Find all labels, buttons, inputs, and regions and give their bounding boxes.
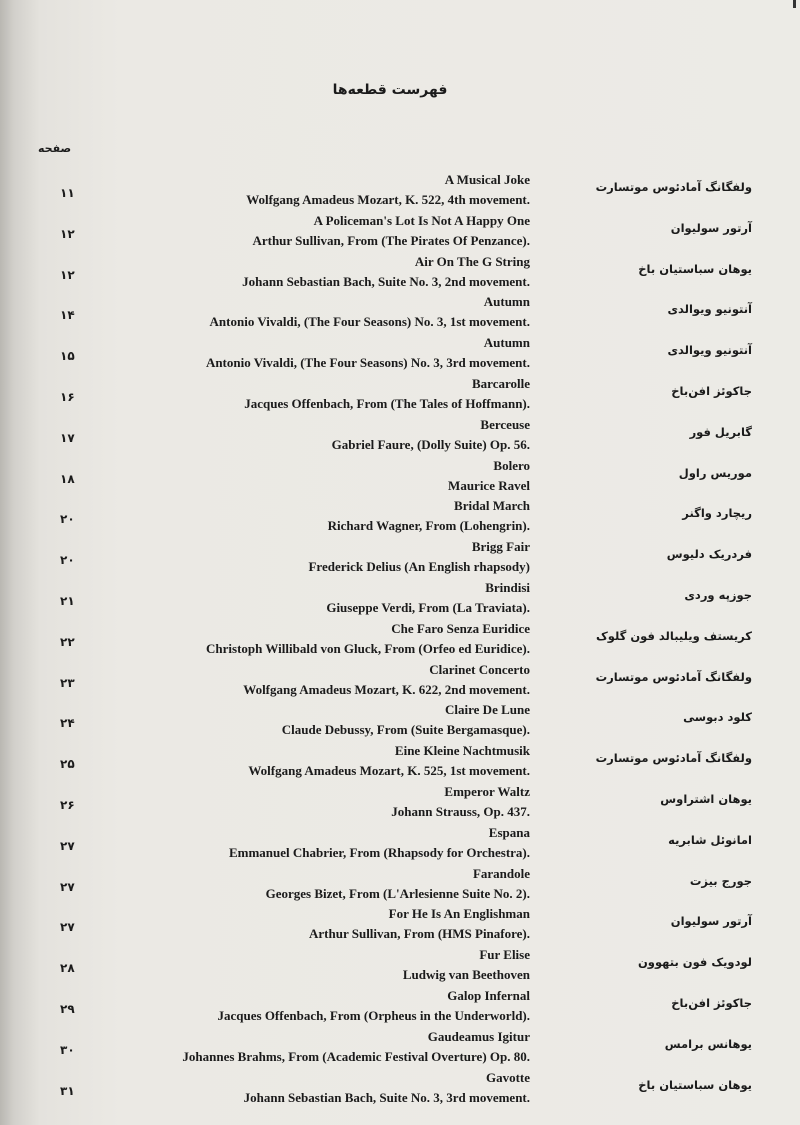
piece-detail: Emmanuel Chabrier, From (Rhapsody for Orchestra). bbox=[228, 844, 530, 860]
piece-detail: Jacques Offenbach, From (Orpheus in the Underworld). bbox=[217, 1008, 530, 1023]
page-number: ۲۷ bbox=[60, 879, 75, 894]
contents-entry bbox=[0, 254, 800, 294]
contents-entry bbox=[0, 213, 800, 253]
composer-name: جاکوئز افن‌باخ bbox=[671, 384, 752, 398]
piece-title: Fur Elise bbox=[479, 947, 530, 963]
piece-detail: Frederick Delius (An English rhapsody) bbox=[308, 559, 530, 575]
page-number: ۱۲ bbox=[60, 226, 75, 241]
piece-detail: Johannes Brahms, From (Academic Festival Overture) Op. 80. bbox=[182, 1048, 530, 1064]
contents-entry bbox=[0, 172, 800, 212]
contents-entry bbox=[0, 580, 800, 620]
piece-detail: Gabriel Faure, (Dolly Suite) Op. 56. bbox=[331, 436, 530, 452]
page-title: فهرست قطعه‌ها bbox=[332, 82, 448, 98]
piece-title: Bridal March bbox=[454, 498, 530, 514]
page-number: ۲۵ bbox=[60, 757, 75, 772]
composer-name: لودویک فون بتهوون bbox=[637, 955, 752, 970]
piece-title: Galop Infernal bbox=[447, 988, 530, 1003]
piece-title: Bolero bbox=[493, 457, 530, 473]
piece-detail: Georges Bizet, From (L'Arlesienne Suite No. 2). bbox=[265, 885, 530, 901]
page-number: ۲۱ bbox=[60, 594, 75, 608]
contents-entry bbox=[0, 621, 800, 661]
piece-detail: Johann Sebastian Bach, Suite No. 3, 3rd movement. bbox=[243, 1089, 530, 1105]
piece-title: Gavotte bbox=[485, 1069, 530, 1085]
contents-entry bbox=[0, 376, 800, 416]
page-number: ۲۰ bbox=[60, 553, 75, 568]
composer-name: آرتور سولیوان bbox=[670, 914, 752, 929]
piece-title: Claire De Lune bbox=[445, 702, 530, 718]
page-number: ۱۵ bbox=[60, 349, 75, 364]
contents-entry bbox=[0, 825, 800, 865]
composer-name: یوهان سباستیان باخ bbox=[638, 261, 752, 276]
page-number: ۳۰ bbox=[60, 1042, 75, 1057]
composer-name: جورج بیزت bbox=[689, 873, 752, 888]
page-number: ۱۸ bbox=[60, 471, 75, 486]
page-column-header: صفحه bbox=[38, 142, 72, 155]
piece-title: A Policeman's Lot Is Not A Happy One bbox=[313, 212, 530, 228]
piece-detail: Johann Strauss, Op. 437. bbox=[391, 804, 530, 819]
composer-name: آنتونیو ویوالدی bbox=[667, 302, 752, 317]
composer-name: فردریک دلیوس bbox=[666, 547, 752, 562]
corner-mark bbox=[793, 0, 796, 8]
page-number: ۱۶ bbox=[60, 390, 75, 404]
page-number: ۲۳ bbox=[60, 675, 75, 690]
piece-detail: Wolfgang Amadeus Mozart, K. 525, 1st movement. bbox=[248, 763, 530, 779]
composer-name: یوهانس برامس bbox=[664, 1036, 752, 1051]
piece-detail: Jacques Offenbach, From (The Tales of Hoffmann). bbox=[244, 396, 530, 411]
page-number: ۳۱ bbox=[60, 1083, 75, 1098]
contents-entry bbox=[0, 866, 800, 906]
piece-title: Barcarolle bbox=[471, 376, 530, 391]
piece-detail: Claude Debussy, From (Suite Bergamasque). bbox=[281, 722, 530, 738]
piece-title: Che Faro Senza Euridice bbox=[391, 620, 530, 636]
contents-entry bbox=[0, 1070, 800, 1110]
piece-detail: Christoph Willibald von Gluck, From (Orfeo ed Euridice). bbox=[206, 640, 530, 656]
page-number: ۱۱ bbox=[60, 186, 75, 200]
contents-entry bbox=[0, 458, 800, 498]
contents-entry bbox=[0, 947, 800, 987]
piece-title: Brindisi bbox=[485, 580, 530, 595]
page-number: ۲۰ bbox=[60, 512, 75, 527]
page-number: ۲۲ bbox=[60, 634, 75, 649]
page-number: ۲۷ bbox=[60, 838, 75, 853]
page-number: ۲۴ bbox=[60, 716, 75, 731]
piece-title: A Musical Joke bbox=[444, 172, 530, 187]
piece-detail: Johann Sebastian Bach, Suite No. 3, 2nd movement. bbox=[242, 273, 530, 289]
contents-entry bbox=[0, 1029, 800, 1069]
composer-name: گابریل فور bbox=[689, 424, 752, 439]
piece-detail: Giuseppe Verdi, From (La Traviata). bbox=[326, 600, 530, 615]
composer-name: امانوئل شابریه bbox=[668, 832, 752, 847]
piece-detail: Arthur Sullivan, From (The Pirates Of Penzance). bbox=[252, 232, 530, 248]
composer-name: ولفگانگ آمادئوس موتسارت bbox=[595, 180, 752, 194]
piece-detail: Antonio Vivaldi, (The Four Seasons) No. 3, 1st movement. bbox=[209, 314, 530, 330]
composer-name: موریس راول bbox=[678, 465, 752, 480]
piece-detail: Wolfgang Amadeus Mozart, K. 522, 4th movement. bbox=[246, 192, 530, 207]
piece-detail: Antonio Vivaldi, (The Four Seasons) No. 3, 3rd movement. bbox=[205, 355, 530, 371]
contents-entry bbox=[0, 743, 800, 783]
composer-name: یوهان اشتراوس bbox=[660, 792, 752, 806]
contents-entry bbox=[0, 498, 800, 538]
piece-title: Eine Kleine Nachtmusik bbox=[394, 743, 530, 759]
composer-name: کلود دبوسی bbox=[683, 710, 752, 725]
contents-entry bbox=[0, 702, 800, 742]
composer-name: کریستف ویلیبالد فون گلوک bbox=[595, 628, 752, 643]
piece-title: Gaudeamus Igitur bbox=[427, 1028, 530, 1044]
contents-entry bbox=[0, 539, 800, 579]
piece-title: Espana bbox=[488, 824, 530, 840]
piece-title: Berceuse bbox=[480, 416, 530, 432]
contents-entry bbox=[0, 335, 800, 375]
piece-title: Clarinet Concerto bbox=[429, 661, 530, 677]
piece-title: Emperor Waltz bbox=[444, 784, 530, 799]
piece-title: Air On The G String bbox=[414, 253, 530, 269]
piece-title: For He Is An Englishman bbox=[388, 906, 530, 922]
contents-entry bbox=[0, 988, 800, 1028]
page-number: ۲۸ bbox=[60, 961, 75, 976]
composer-name: ریچارد واگنر bbox=[682, 506, 752, 521]
contents-entry bbox=[0, 294, 800, 334]
composer-name: جوزپه وردی bbox=[684, 588, 752, 602]
piece-detail: Maurice Ravel bbox=[448, 477, 530, 493]
page-number: ۲۹ bbox=[60, 1002, 75, 1016]
piece-title: Brigg Fair bbox=[471, 539, 530, 555]
contents-entry bbox=[0, 417, 800, 457]
composer-name: ولفگانگ آمادئوس موتسارت bbox=[595, 669, 752, 684]
piece-detail: Arthur Sullivan, From (HMS Pinafore). bbox=[309, 926, 530, 942]
contents-entry bbox=[0, 662, 800, 702]
piece-title: Farandole bbox=[472, 865, 530, 881]
composer-name: جاکوئز افن‌باخ bbox=[671, 996, 752, 1010]
page-number: ۱۴ bbox=[60, 308, 75, 323]
composer-name: یوهان سباستیان باخ bbox=[638, 1077, 752, 1092]
contents-entry bbox=[0, 906, 800, 946]
piece-title: Autumn bbox=[483, 294, 530, 310]
page-number: ۱۲ bbox=[60, 267, 75, 282]
page-number: ۱۷ bbox=[60, 430, 75, 445]
page-number: ۲۶ bbox=[60, 798, 75, 812]
piece-detail: Richard Wagner, From (Lohengrin). bbox=[327, 518, 530, 534]
contents-entry bbox=[0, 784, 800, 824]
page-number: ۲۷ bbox=[60, 920, 75, 935]
composer-name: ولفگانگ آمادئوس موتسارت bbox=[595, 751, 752, 766]
composer-name: آرتور سولیوان bbox=[670, 220, 752, 235]
piece-title: Autumn bbox=[483, 335, 530, 351]
composer-name: آنتونیو ویوالدی bbox=[667, 343, 752, 358]
piece-detail: Wolfgang Amadeus Mozart, K. 622, 2nd movement. bbox=[243, 681, 530, 697]
piece-detail: Ludwig van Beethoven bbox=[402, 967, 530, 983]
